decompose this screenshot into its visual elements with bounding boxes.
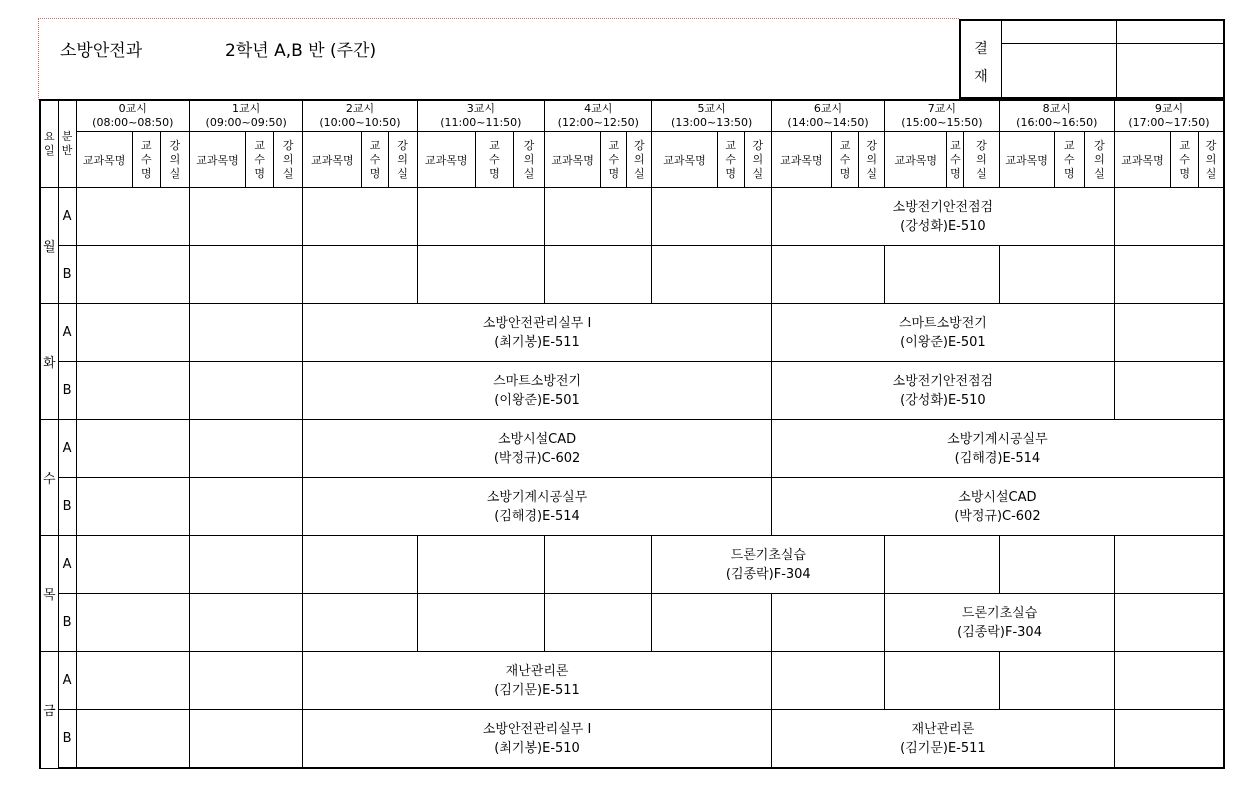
- period-header-6: [771, 100, 884, 132]
- table-row: [40, 420, 1224, 478]
- class-subject: 드론기초실습: [730, 547, 806, 563]
- empty-slot[interactable]: [303, 594, 417, 652]
- professor-column-header: 교수명: [132, 132, 160, 188]
- period-time: (08:00~08:50): [92, 116, 174, 129]
- class-professor-room: (김해경)E-514: [494, 508, 580, 524]
- period-name: 4교시: [584, 102, 613, 115]
- approval-label: 결 재: [974, 41, 988, 85]
- professor-column-header: 교수명: [475, 132, 513, 188]
- empty-slot[interactable]: [545, 594, 652, 652]
- class-subject: 소방시설CAD: [958, 489, 1037, 505]
- empty-slot[interactable]: [76, 304, 189, 362]
- class-block[interactable]: [652, 536, 885, 594]
- room-column-header: 강의실: [1084, 132, 1114, 188]
- empty-slot[interactable]: [771, 246, 884, 304]
- class-subject: 소방안전관리실무 I: [482, 721, 592, 737]
- empty-slot[interactable]: [1114, 536, 1224, 594]
- class-professor-room: (이왕준)E-501: [900, 334, 986, 350]
- empty-slot[interactable]: [189, 536, 302, 594]
- day-cell-fri: 금: [40, 652, 58, 769]
- empty-slot[interactable]: [771, 594, 884, 652]
- empty-slot[interactable]: [76, 420, 189, 478]
- period-name: 2교시: [345, 102, 375, 115]
- period-header-0: [76, 100, 189, 132]
- empty-slot[interactable]: [189, 652, 302, 710]
- class-block[interactable]: [771, 362, 1114, 420]
- room-column-header: 강의실: [964, 132, 999, 188]
- period-header-9: [1114, 100, 1224, 132]
- empty-slot[interactable]: [76, 710, 189, 769]
- class-block[interactable]: [303, 652, 772, 710]
- period-header-5: [652, 100, 771, 132]
- class-subject: 스마트소방전기: [493, 373, 582, 389]
- day-cell-thu: 목: [40, 536, 58, 652]
- professor-column-header: 교수명: [362, 132, 388, 188]
- professor-column-header: 교수명: [1054, 132, 1084, 188]
- period-header-1: [189, 100, 302, 132]
- approval-box: [959, 19, 1225, 99]
- empty-slot[interactable]: [999, 652, 1114, 710]
- class-subject: 소방전기안전점검: [892, 199, 994, 215]
- empty-slot[interactable]: [417, 188, 544, 246]
- period-name: 6교시: [813, 102, 843, 115]
- empty-slot[interactable]: [189, 188, 302, 246]
- professor-column-header: 교수명: [601, 132, 627, 188]
- table-row: [40, 304, 1224, 362]
- professor-column-header: 교수명: [246, 132, 274, 188]
- class-subject: 스마트소방전기: [898, 315, 987, 331]
- period-name: 3교시: [466, 102, 495, 115]
- ban-cell: B: [58, 246, 76, 304]
- timetable: [39, 99, 1225, 769]
- professor-column-header: 교수명: [947, 132, 964, 188]
- subject-column-header: 교과목명: [999, 132, 1054, 188]
- empty-slot[interactable]: [771, 652, 884, 710]
- period-time: (11:00~11:50): [440, 116, 522, 129]
- empty-slot[interactable]: [999, 536, 1114, 594]
- empty-slot[interactable]: [1114, 710, 1224, 769]
- subject-column-header: 교과목명: [1114, 132, 1170, 188]
- period-time: (17:00~17:50): [1128, 116, 1210, 129]
- subject-column-header: 교과목명: [417, 132, 475, 188]
- class-subject: 소방시설CAD: [497, 431, 577, 447]
- period-header-row: [40, 100, 1224, 132]
- period-time: (12:00~12:50): [557, 116, 639, 129]
- period-header-2: [303, 100, 417, 132]
- empty-slot[interactable]: [652, 594, 771, 652]
- empty-slot[interactable]: [303, 246, 417, 304]
- empty-slot[interactable]: [189, 420, 302, 478]
- class-subject: 소방전기안전점검: [892, 373, 994, 389]
- empty-slot[interactable]: [417, 594, 544, 652]
- empty-slot[interactable]: [303, 188, 417, 246]
- class-subject: 소방기계시공실무: [486, 489, 588, 505]
- empty-slot[interactable]: [76, 594, 189, 652]
- period-time: (16:00~16:50): [1016, 116, 1098, 129]
- empty-slot[interactable]: [189, 304, 302, 362]
- department-title: 소방안전과: [60, 41, 143, 61]
- subject-column-header: 교과목명: [189, 132, 245, 188]
- empty-slot[interactable]: [652, 188, 771, 246]
- class-subject: 소방안전관리실무 I: [482, 315, 592, 331]
- empty-slot[interactable]: [545, 246, 652, 304]
- ban-column-header: 분반: [58, 100, 76, 188]
- empty-slot[interactable]: [885, 652, 999, 710]
- class-block[interactable]: [303, 710, 772, 769]
- subject-column-header: 교과목명: [545, 132, 601, 188]
- professor-column-header: 교수명: [832, 132, 859, 188]
- professor-column-header: 교수명: [1171, 132, 1199, 188]
- class-professor-room: (김해경)E-514: [954, 450, 1041, 466]
- room-column-header: 강의실: [274, 132, 303, 188]
- table-row: [40, 536, 1224, 594]
- class-block[interactable]: [771, 188, 1114, 246]
- empty-slot[interactable]: [999, 246, 1114, 304]
- room-column-header: 강의실: [1199, 132, 1224, 188]
- class-professor-room: (김종락)F-304: [957, 624, 1042, 640]
- class-professor-room: (이왕준)E-501: [494, 392, 580, 408]
- class-professor-room: (박정규)C-602: [954, 508, 1041, 524]
- empty-slot[interactable]: [189, 362, 302, 420]
- table-row: [40, 710, 1224, 769]
- room-column-header: 강의실: [513, 132, 544, 188]
- empty-slot[interactable]: [303, 536, 417, 594]
- empty-slot[interactable]: [76, 188, 189, 246]
- period-name: 1교시: [232, 102, 261, 115]
- class-block[interactable]: [303, 420, 772, 478]
- period-time: (09:00~09:50): [205, 116, 287, 129]
- class-block[interactable]: [885, 594, 1115, 652]
- professor-column-header: 교수명: [717, 132, 744, 188]
- empty-slot[interactable]: [76, 362, 189, 420]
- day-cell-tue: 화: [40, 304, 58, 420]
- class-block[interactable]: [303, 362, 772, 420]
- ban-cell: A: [58, 188, 76, 246]
- class-professor-room: (강성화)E-510: [900, 218, 986, 234]
- class-professor-room: (김기문)E-511: [900, 740, 986, 756]
- column-header-row: [40, 132, 1224, 188]
- day-cell-wed: 수: [40, 420, 58, 536]
- table-row: [40, 594, 1224, 652]
- empty-slot[interactable]: [1114, 188, 1224, 246]
- ban-cell: B: [58, 710, 76, 769]
- empty-slot[interactable]: [1114, 246, 1224, 304]
- room-column-header: 강의실: [627, 132, 652, 188]
- period-name: 9교시: [1154, 102, 1184, 115]
- grade-title: 2학년 A,B 반 (주간): [225, 41, 377, 61]
- class-professor-room: (김기문)E-511: [494, 682, 580, 698]
- subject-column-header: 교과목명: [771, 132, 831, 188]
- table-row: [40, 188, 1224, 246]
- empty-slot[interactable]: [1114, 304, 1224, 362]
- class-professor-room: (김종락)F-304: [725, 566, 811, 582]
- period-header-3: [417, 100, 544, 132]
- table-row: [40, 246, 1224, 304]
- ban-cell: A: [58, 420, 76, 478]
- class-block[interactable]: [771, 478, 1224, 536]
- room-column-header: 강의실: [744, 132, 771, 188]
- period-header-8: [999, 100, 1114, 132]
- class-subject: 재난관리론: [911, 721, 975, 737]
- table-row: [40, 652, 1224, 710]
- day-cell-mon: 월: [40, 188, 58, 304]
- period-header-4: [545, 100, 652, 132]
- empty-slot[interactable]: [1114, 362, 1224, 420]
- table-row: [40, 362, 1224, 420]
- room-column-header: 강의실: [160, 132, 189, 188]
- period-time: (10:00~10:50): [319, 116, 401, 129]
- empty-slot[interactable]: [885, 536, 999, 594]
- class-professor-room: (최기봉)E-510: [494, 740, 580, 756]
- class-subject: 재난관리론: [505, 663, 569, 679]
- empty-slot[interactable]: [76, 246, 189, 304]
- subject-column-header: 교과목명: [885, 132, 947, 188]
- ban-cell: A: [58, 304, 76, 362]
- class-professor-room: (최기봉)E-511: [494, 334, 580, 350]
- empty-slot[interactable]: [189, 478, 302, 536]
- empty-slot[interactable]: [189, 710, 302, 769]
- period-name: 8교시: [1042, 102, 1071, 115]
- period-header-7: [885, 100, 999, 132]
- subject-column-header: 교과목명: [303, 132, 362, 188]
- empty-slot[interactable]: [885, 246, 999, 304]
- class-block[interactable]: [771, 710, 1114, 769]
- class-block[interactable]: [303, 304, 772, 362]
- room-column-header: 강의실: [388, 132, 417, 188]
- ban-cell: B: [58, 362, 76, 420]
- empty-slot[interactable]: [76, 536, 189, 594]
- period-name: 7교시: [927, 102, 957, 115]
- empty-slot[interactable]: [545, 536, 652, 594]
- period-name: 5교시: [697, 102, 726, 115]
- empty-slot[interactable]: [652, 246, 771, 304]
- class-subject: 소방기계시공실무: [947, 431, 1048, 447]
- class-block[interactable]: [771, 304, 1114, 362]
- period-time: (15:00~15:50): [901, 116, 983, 129]
- subject-column-header: 교과목명: [76, 132, 132, 188]
- room-column-header: 강의실: [859, 132, 885, 188]
- ban-cell: A: [58, 652, 76, 710]
- empty-slot[interactable]: [189, 594, 302, 652]
- ban-cell: B: [58, 478, 76, 536]
- empty-slot[interactable]: [189, 246, 302, 304]
- empty-slot[interactable]: [417, 246, 544, 304]
- empty-slot[interactable]: [1114, 652, 1224, 710]
- page-margin-guide: [38, 18, 959, 100]
- period-name: 0교시: [118, 102, 147, 115]
- table-row: [40, 478, 1224, 536]
- period-time: (13:00~13:50): [671, 116, 753, 129]
- empty-slot[interactable]: [545, 188, 652, 246]
- class-block[interactable]: [303, 478, 772, 536]
- empty-slot[interactable]: [76, 478, 189, 536]
- class-subject: 드론기초실습: [961, 605, 1038, 621]
- class-professor-room: (박정규)C-602: [493, 450, 581, 466]
- class-professor-room: (강성화)E-510: [900, 392, 986, 408]
- empty-slot[interactable]: [1114, 594, 1224, 652]
- day-column-header: 요일: [40, 100, 58, 188]
- period-time: (14:00~14:50): [787, 116, 869, 129]
- subject-column-header: 교과목명: [652, 132, 717, 188]
- ban-cell: B: [58, 594, 76, 652]
- class-block[interactable]: [771, 420, 1224, 478]
- empty-slot[interactable]: [76, 652, 189, 710]
- empty-slot[interactable]: [417, 536, 544, 594]
- ban-cell: A: [58, 536, 76, 594]
